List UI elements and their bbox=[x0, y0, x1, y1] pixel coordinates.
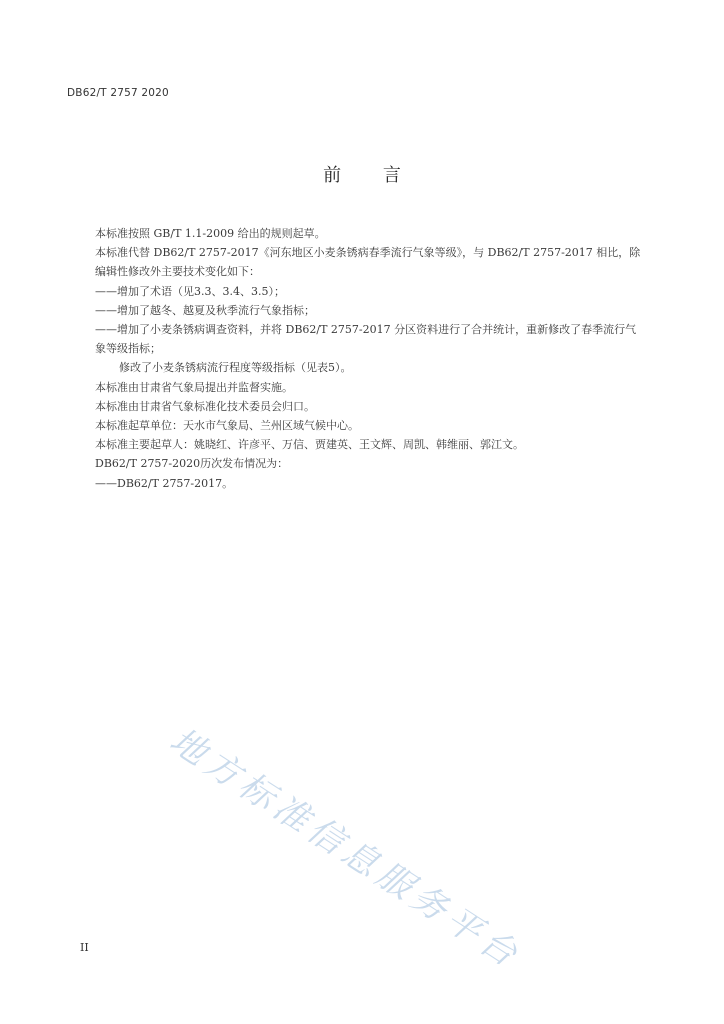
list-item-terms: ——增加了术语（见3.3、3.4、3.5）； bbox=[95, 284, 285, 298]
list-item-level-indicators: 修改了小麦条锈病流行程度等级指标（见表5）。 bbox=[119, 361, 352, 375]
standard-code: DB62/T 2757 2020 bbox=[67, 87, 169, 99]
paragraph-drafting-rules: 本标准按照 GB/T 1.1-2009 给出的规则起草。 bbox=[95, 227, 326, 240]
paragraph-history: DB62/T 2757-2020历次发布情况为： bbox=[95, 457, 289, 471]
paragraph-replacement: 本标准代替 DB62/T 2757-2017《河东地区小麦条锈病春季流行气象等级》，与 DB62/T 2757-2017 相比，除编辑性修改外主要技术变化如下： bbox=[95, 246, 641, 279]
page-title: 前 言 bbox=[323, 165, 419, 186]
list-item-previous-edition: ——DB62/T 2757-2017。 bbox=[95, 476, 234, 490]
list-item-indicators: ——增加了越冬、越夏及秋季流行气象指标； bbox=[95, 303, 315, 317]
paragraph-committee: 本标准由甘肃省气象标准化技术委员会归口。 bbox=[95, 399, 315, 413]
paragraph-drafting-units: 本标准起草单位：天水市气象局、兰州区域气候中心。 bbox=[95, 419, 359, 433]
watermark: 地方标准信息服务平台 bbox=[162, 720, 529, 978]
paragraph-proposer: 本标准由甘肃省气象局提出并监督实施。 bbox=[95, 380, 293, 394]
page-number: II bbox=[80, 941, 89, 954]
foreword-body bbox=[67, 224, 643, 493]
list-item-survey-data: ——增加了小麦条锈病调查资料，并将 DB62/T 2757-2017 分区资料进行了合并统计，重新修改了春季流行气象等级指标； bbox=[95, 323, 637, 356]
paragraph-drafters: 本标准主要起草人：姚晓红、许彦平、万信、贾建英、王文辉、周凯、韩维丽、郭江文。 bbox=[95, 438, 524, 452]
